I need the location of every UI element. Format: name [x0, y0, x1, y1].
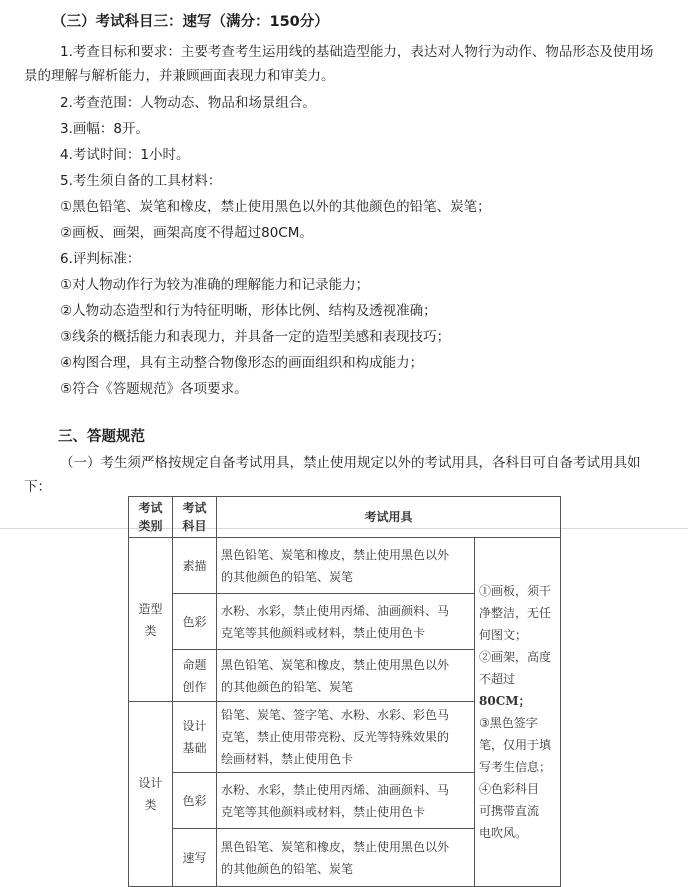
requirement-5-item-1: ①黑色铅笔、炭笔和橡皮，禁止使用黑色以外的其他颜色的铅笔、炭笔；	[60, 199, 491, 215]
requirement-3: 3.画幅：8开。	[60, 121, 149, 137]
criterion-4: ④构图合理，具有主动整合物像形态的画面组织和构成能力；	[60, 355, 424, 371]
table-row	[129, 538, 561, 594]
rules-paragraph-line-2: 下：	[24, 479, 51, 495]
header-tools: 考试用具	[217, 497, 561, 538]
subject-cell: 设计 基础	[173, 702, 217, 773]
requirement-4: 4.考试时间：1小时。	[60, 147, 190, 163]
tools-cell: 黑色铅笔、炭笔和橡皮，禁止使用黑色以外 的其他颜色的铅笔、炭笔	[217, 650, 475, 702]
subject-cell: 命题 创作	[173, 650, 217, 702]
exam-tools-table	[128, 496, 561, 887]
requirement-5-item-2: ②画板、画架，画架高度不得超过80CM。	[60, 225, 313, 241]
requirement-1-line-1: 1.考查目标和要求：主要考查考生运用线的基础造型能力，表达对人物行为动作、物品形态及使用场	[60, 44, 654, 60]
tools-cell: 黑色铅笔、炭笔和橡皮，禁止使用黑色以外 的其他颜色的铅笔、炭笔	[217, 538, 475, 594]
requirement-1-line-2: 景的理解与解析能力，并兼顾画面表现力和审美力。	[24, 68, 335, 84]
tools-cell: 黑色铅笔、炭笔和橡皮，禁止使用黑色以外 的其他颜色的铅笔、炭笔	[217, 829, 475, 887]
rules-paragraph-line-1: （一）考生须严格按规定自备考试用具，禁止使用规定以外的考试用具，各科目可自备考试用具如	[60, 455, 641, 471]
tools-cell: 铅笔、炭笔、签字笔、水粉、水彩、彩色马 克笔，禁止使用带亮粉、反光等特殊效果的 绘画材料，禁止使用色卡	[217, 702, 475, 773]
criterion-5: ⑤符合《答题规范》各项要求。	[60, 381, 248, 397]
common-tools-cell: ①画板，须干 净整洁，无任 何图文； ②画架，高度 不超过 80CM； ③黑色签字 笔，仅用于填 写考生信息； ④色彩科目 可携带直流 电吹风。	[475, 538, 561, 887]
subject-cell: 素描	[173, 538, 217, 594]
requirement-6: 6.评判标准：	[60, 251, 141, 267]
category-modeling: 造型 类	[129, 538, 173, 702]
criterion-3: ③线条的概括能力和表现力，并具备一定的造型美感和表现技巧；	[60, 329, 451, 345]
subject-cell: 速写	[173, 829, 217, 887]
tools-cell: 水粉、水彩，禁止使用丙烯、油画颜料、马 克笔等其他颜料或材料，禁止使用色卡	[217, 594, 475, 650]
header-subject: 考试 科目	[173, 497, 217, 538]
section-3-title: （三）考试科目三：速写（满分：150分）	[52, 14, 329, 30]
table-header-row	[129, 497, 561, 538]
rules-title: 三、答题规范	[58, 429, 145, 445]
header-category: 考试 类别	[129, 497, 173, 538]
requirement-2: 2.考查范围：人物动态、物品和场景组合。	[60, 95, 316, 111]
tools-cell: 水粉、水彩，禁止使用丙烯、油画颜料、马 克笔等其他颜料或材料，禁止使用色卡	[217, 773, 475, 829]
requirement-5: 5.考生须自备的工具材料：	[60, 173, 222, 189]
criterion-1: ①对人物动作行为较为准确的理解能力和记录能力；	[60, 277, 370, 293]
subject-cell: 色彩	[173, 773, 217, 829]
subject-cell: 色彩	[173, 594, 217, 650]
category-design: 设计 类	[129, 702, 173, 887]
criterion-2: ②人物动态造型和行为特征明晰，形体比例、结构及透视准确；	[60, 303, 437, 319]
